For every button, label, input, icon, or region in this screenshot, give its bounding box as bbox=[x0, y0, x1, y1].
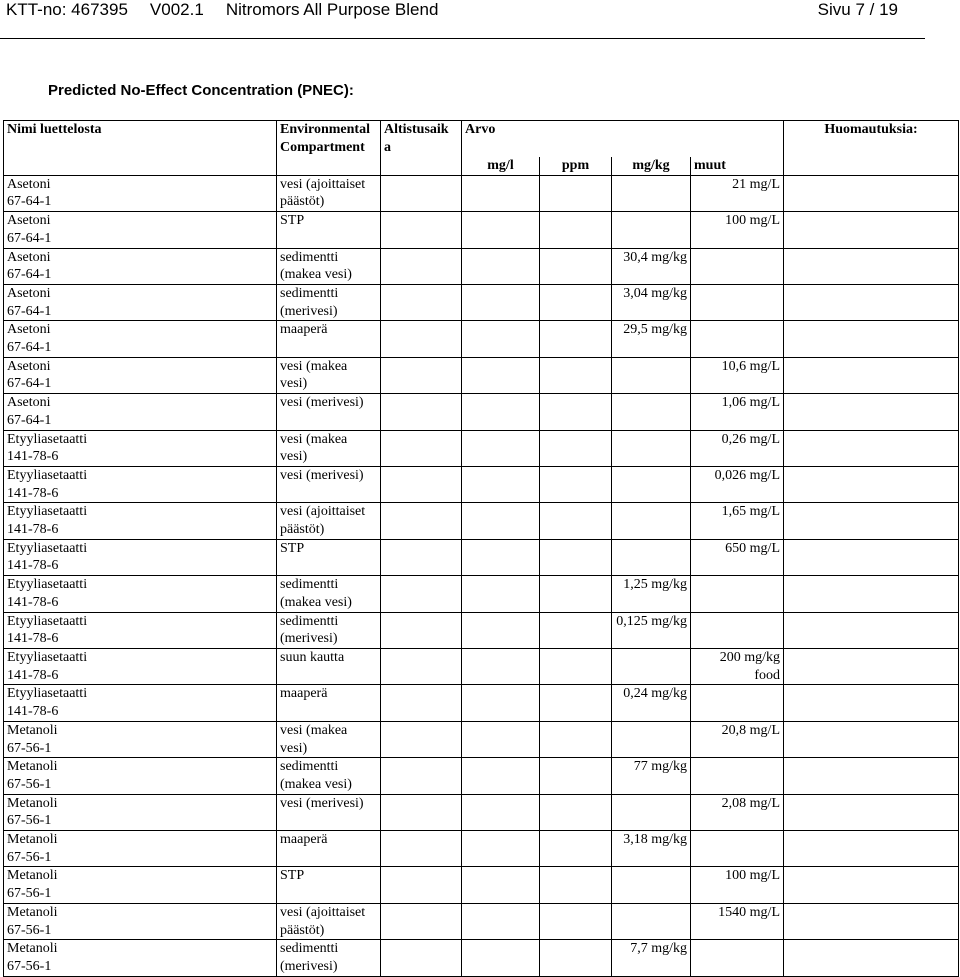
header-unit-ppm: ppm bbox=[540, 157, 612, 175]
cas-number: 67-56-1 bbox=[7, 849, 52, 865]
version: V002.1 bbox=[149, 0, 204, 19]
remarks-cell bbox=[784, 175, 959, 211]
value-mgkg-cell bbox=[612, 539, 691, 575]
substance-name: Metanoli bbox=[7, 832, 58, 848]
value-ppm-cell bbox=[540, 831, 612, 867]
substance-name: Etyyliasetaatti bbox=[7, 467, 88, 483]
value-mgl-cell bbox=[462, 576, 540, 612]
value-mgkg-cell: 7,7 mg/kg bbox=[612, 940, 691, 976]
table-row bbox=[4, 466, 959, 502]
exposure-cell bbox=[381, 284, 462, 320]
value-muut-cell: 0,26 mg/L bbox=[691, 430, 784, 466]
cas-number: 67-64-1 bbox=[7, 376, 52, 392]
value-mgkg-cell: 30,4 mg/kg bbox=[612, 248, 691, 284]
remarks-cell bbox=[784, 867, 959, 903]
value-muut-cell bbox=[691, 576, 784, 612]
value-ppm-cell bbox=[540, 539, 612, 575]
value-ppm-cell bbox=[540, 867, 612, 903]
substance-cell bbox=[4, 503, 277, 539]
table-row bbox=[4, 685, 959, 721]
exposure-cell bbox=[381, 685, 462, 721]
compartment-cell: maaperä bbox=[277, 321, 381, 357]
table-row bbox=[4, 940, 959, 976]
value-mgkg-cell: 3,18 mg/kg bbox=[612, 831, 691, 867]
exposure-cell bbox=[381, 648, 462, 684]
compartment-cell: sedimentti (makea vesi) bbox=[277, 758, 381, 794]
value-mgl-cell bbox=[462, 867, 540, 903]
value-mgkg-cell bbox=[612, 503, 691, 539]
remarks-cell bbox=[784, 940, 959, 976]
value-mgl-cell bbox=[462, 357, 540, 393]
substance-cell bbox=[4, 394, 277, 430]
page-number: Sivu 7 / 19 bbox=[817, 0, 898, 19]
remarks-cell bbox=[784, 576, 959, 612]
exposure-cell bbox=[381, 357, 462, 393]
substance-name: Asetoni bbox=[7, 213, 51, 229]
remarks-cell bbox=[784, 794, 959, 830]
substance-name: Metanoli bbox=[7, 941, 58, 957]
value-ppm-cell bbox=[540, 248, 612, 284]
table-row bbox=[4, 212, 959, 248]
value-muut-cell: 20,8 mg/L bbox=[691, 721, 784, 757]
value-ppm-cell bbox=[540, 357, 612, 393]
compartment-cell: STP bbox=[277, 539, 381, 575]
cas-number: 141-78-6 bbox=[7, 631, 59, 647]
value-ppm-cell bbox=[540, 175, 612, 211]
table-row bbox=[4, 831, 959, 867]
value-ppm-cell bbox=[540, 576, 612, 612]
exposure-cell bbox=[381, 612, 462, 648]
value-muut-cell: 21 mg/L bbox=[691, 175, 784, 211]
compartment-cell: vesi (makea vesi) bbox=[277, 357, 381, 393]
value-muut-cell: 0,026 mg/L bbox=[691, 466, 784, 502]
substance-cell bbox=[4, 430, 277, 466]
substance-name: Etyyliasetaatti bbox=[7, 649, 88, 665]
substance-name: Metanoli bbox=[7, 795, 58, 811]
compartment-cell: sedimentti (merivesi) bbox=[277, 940, 381, 976]
document-header bbox=[6, 0, 460, 20]
exposure-cell bbox=[381, 212, 462, 248]
remarks-cell bbox=[784, 648, 959, 684]
compartment-cell: vesi (merivesi) bbox=[277, 394, 381, 430]
substance-cell bbox=[4, 794, 277, 830]
compartment-cell: vesi (makea vesi) bbox=[277, 430, 381, 466]
compartment-cell: maaperä bbox=[277, 831, 381, 867]
remarks-cell bbox=[784, 758, 959, 794]
remarks-cell bbox=[784, 903, 959, 939]
value-ppm-cell bbox=[540, 466, 612, 502]
cas-number: 67-56-1 bbox=[7, 886, 52, 902]
value-muut-cell bbox=[691, 321, 784, 357]
value-ppm-cell bbox=[540, 430, 612, 466]
table-row bbox=[4, 612, 959, 648]
value-mgl-cell bbox=[462, 430, 540, 466]
value-mgkg-cell bbox=[612, 212, 691, 248]
value-mgl-cell bbox=[462, 212, 540, 248]
value-mgl-cell bbox=[462, 394, 540, 430]
value-mgkg-cell: 0,125 mg/kg bbox=[612, 612, 691, 648]
cas-number: 67-64-1 bbox=[7, 230, 52, 246]
header-remarks: Huomautuksia: bbox=[784, 121, 959, 176]
substance-name: Asetoni bbox=[7, 176, 51, 192]
value-mgkg-cell: 1,25 mg/kg bbox=[612, 576, 691, 612]
substance-cell bbox=[4, 466, 277, 502]
exposure-cell bbox=[381, 576, 462, 612]
header-unit-muut: muut bbox=[691, 157, 784, 175]
substance-cell bbox=[4, 685, 277, 721]
value-mgl-cell bbox=[462, 175, 540, 211]
value-muut-cell: 1,65 mg/L bbox=[691, 503, 784, 539]
exposure-cell bbox=[381, 758, 462, 794]
value-mgl-cell bbox=[462, 648, 540, 684]
remarks-cell bbox=[784, 539, 959, 575]
table-row bbox=[4, 867, 959, 903]
exposure-cell bbox=[381, 175, 462, 211]
table-row bbox=[4, 357, 959, 393]
exposure-cell bbox=[381, 867, 462, 903]
exposure-cell bbox=[381, 940, 462, 976]
substance-cell bbox=[4, 357, 277, 393]
value-mgl-cell bbox=[462, 466, 540, 502]
header-unit-mgkg: mg/kg bbox=[612, 157, 691, 175]
value-mgl-cell bbox=[462, 758, 540, 794]
value-ppm-cell bbox=[540, 758, 612, 794]
substance-name: Etyyliasetaatti bbox=[7, 431, 88, 447]
cas-number: 67-64-1 bbox=[7, 303, 52, 319]
exposure-cell bbox=[381, 539, 462, 575]
value-ppm-cell bbox=[540, 612, 612, 648]
value-muut-cell: 1540 mg/L bbox=[691, 903, 784, 939]
table-row bbox=[4, 248, 959, 284]
value-muut-cell bbox=[691, 831, 784, 867]
table-row bbox=[4, 721, 959, 757]
substance-name: Etyyliasetaatti bbox=[7, 577, 88, 593]
substance-name: Etyyliasetaatti bbox=[7, 540, 88, 556]
compartment-cell: STP bbox=[277, 212, 381, 248]
substance-cell bbox=[4, 321, 277, 357]
compartment-cell: sedimentti (merivesi) bbox=[277, 284, 381, 320]
substance-name: Asetoni bbox=[7, 358, 51, 374]
value-mgkg-cell bbox=[612, 794, 691, 830]
substance-cell bbox=[4, 248, 277, 284]
header-exposure: Altistusaik a bbox=[381, 121, 462, 176]
substance-cell bbox=[4, 831, 277, 867]
table-row bbox=[4, 794, 959, 830]
remarks-cell bbox=[784, 284, 959, 320]
compartment-cell: sedimentti (merivesi) bbox=[277, 612, 381, 648]
compartment-cell: vesi (merivesi) bbox=[277, 794, 381, 830]
remarks-cell bbox=[784, 321, 959, 357]
value-mgl-cell bbox=[462, 248, 540, 284]
value-mgl-cell bbox=[462, 903, 540, 939]
table-row bbox=[4, 903, 959, 939]
compartment-cell: vesi (ajoittaiset päästöt) bbox=[277, 903, 381, 939]
value-mgl-cell bbox=[462, 539, 540, 575]
exposure-cell bbox=[381, 321, 462, 357]
exposure-cell bbox=[381, 430, 462, 466]
compartment-cell: sedimentti (makea vesi) bbox=[277, 576, 381, 612]
value-ppm-cell bbox=[540, 394, 612, 430]
compartment-cell: STP bbox=[277, 867, 381, 903]
pnec-table bbox=[3, 120, 959, 977]
header-unit-mgl: mg/l bbox=[462, 157, 540, 175]
substance-name: Etyyliasetaatti bbox=[7, 504, 88, 520]
value-muut-cell bbox=[691, 685, 784, 721]
value-ppm-cell bbox=[540, 503, 612, 539]
remarks-cell bbox=[784, 831, 959, 867]
value-mgkg-cell: 3,04 mg/kg bbox=[612, 284, 691, 320]
value-ppm-cell bbox=[540, 321, 612, 357]
value-ppm-cell bbox=[540, 212, 612, 248]
value-mgl-cell bbox=[462, 503, 540, 539]
cas-number: 67-56-1 bbox=[7, 813, 52, 829]
value-mgl-cell bbox=[462, 831, 540, 867]
substance-name: Metanoli bbox=[7, 904, 58, 920]
substance-cell bbox=[4, 758, 277, 794]
substance-cell bbox=[4, 867, 277, 903]
table-row bbox=[4, 648, 959, 684]
table-row bbox=[4, 321, 959, 357]
cas-number: 67-56-1 bbox=[7, 740, 52, 756]
value-mgkg-cell bbox=[612, 430, 691, 466]
cas-number: 67-64-1 bbox=[7, 194, 52, 210]
exposure-cell bbox=[381, 248, 462, 284]
value-ppm-cell bbox=[540, 284, 612, 320]
value-ppm-cell bbox=[540, 903, 612, 939]
substance-cell bbox=[4, 612, 277, 648]
substance-name: Metanoli bbox=[7, 868, 58, 884]
substance-cell bbox=[4, 284, 277, 320]
cas-number: 141-78-6 bbox=[7, 594, 59, 610]
substance-name: Asetoni bbox=[7, 395, 51, 411]
value-muut-cell: 650 mg/L bbox=[691, 539, 784, 575]
substance-name: Etyyliasetaatti bbox=[7, 686, 88, 702]
value-muut-cell: 100 mg/L bbox=[691, 212, 784, 248]
value-ppm-cell bbox=[540, 648, 612, 684]
value-mgl-cell bbox=[462, 794, 540, 830]
remarks-cell bbox=[784, 430, 959, 466]
remarks-cell bbox=[784, 503, 959, 539]
substance-cell bbox=[4, 940, 277, 976]
compartment-cell: suun kautta bbox=[277, 648, 381, 684]
value-muut-cell: 2,08 mg/L bbox=[691, 794, 784, 830]
exposure-cell bbox=[381, 721, 462, 757]
substance-cell bbox=[4, 576, 277, 612]
compartment-cell: vesi (ajoittaiset päästöt) bbox=[277, 503, 381, 539]
table-row bbox=[4, 394, 959, 430]
header-divider bbox=[0, 38, 925, 39]
table-row bbox=[4, 758, 959, 794]
substance-cell bbox=[4, 648, 277, 684]
substance-name: Metanoli bbox=[7, 722, 58, 738]
substance-name: Asetoni bbox=[7, 322, 51, 338]
pnec-table-body bbox=[4, 175, 959, 976]
ktt-number: KTT-no: 467395 bbox=[6, 0, 128, 19]
value-mgkg-cell: 77 mg/kg bbox=[612, 758, 691, 794]
remarks-cell bbox=[784, 212, 959, 248]
compartment-cell: vesi (merivesi) bbox=[277, 466, 381, 502]
value-mgkg-cell bbox=[612, 175, 691, 211]
value-mgkg-cell bbox=[612, 867, 691, 903]
value-mgl-cell bbox=[462, 284, 540, 320]
remarks-cell bbox=[784, 685, 959, 721]
cas-number: 141-78-6 bbox=[7, 485, 59, 501]
remarks-cell bbox=[784, 357, 959, 393]
exposure-cell bbox=[381, 394, 462, 430]
exposure-cell bbox=[381, 466, 462, 502]
cas-number: 141-78-6 bbox=[7, 704, 59, 720]
compartment-cell: vesi (ajoittaiset päästöt) bbox=[277, 175, 381, 211]
remarks-cell bbox=[784, 612, 959, 648]
remarks-cell bbox=[784, 721, 959, 757]
table-row bbox=[4, 430, 959, 466]
value-mgl-cell bbox=[462, 321, 540, 357]
remarks-cell bbox=[784, 466, 959, 502]
header-value: Arvo bbox=[462, 121, 784, 158]
table-row bbox=[4, 175, 959, 211]
value-mgkg-cell bbox=[612, 903, 691, 939]
value-muut-cell bbox=[691, 612, 784, 648]
value-muut-cell: 10,6 mg/L bbox=[691, 357, 784, 393]
value-muut-cell bbox=[691, 248, 784, 284]
cas-number: 67-64-1 bbox=[7, 412, 52, 428]
value-muut-cell: 100 mg/L bbox=[691, 867, 784, 903]
cas-number: 67-56-1 bbox=[7, 958, 52, 974]
exposure-cell bbox=[381, 503, 462, 539]
value-mgkg-cell bbox=[612, 466, 691, 502]
substance-cell bbox=[4, 721, 277, 757]
cas-number: 141-78-6 bbox=[7, 522, 59, 538]
value-muut-cell bbox=[691, 284, 784, 320]
substance-name: Metanoli bbox=[7, 759, 58, 775]
value-muut-cell bbox=[691, 940, 784, 976]
substance-cell bbox=[4, 903, 277, 939]
product-name: Nitromors All Purpose Blend bbox=[225, 0, 439, 19]
value-ppm-cell bbox=[540, 794, 612, 830]
value-muut-cell bbox=[691, 758, 784, 794]
cas-number: 141-78-6 bbox=[7, 449, 59, 465]
cas-number: 67-56-1 bbox=[7, 776, 52, 792]
cas-number: 67-56-1 bbox=[7, 922, 52, 938]
remarks-cell bbox=[784, 248, 959, 284]
cas-number: 67-64-1 bbox=[7, 267, 52, 283]
value-mgl-cell bbox=[462, 685, 540, 721]
table-row bbox=[4, 539, 959, 575]
value-ppm-cell bbox=[540, 940, 612, 976]
compartment-cell: vesi (makea vesi) bbox=[277, 721, 381, 757]
value-mgl-cell bbox=[462, 940, 540, 976]
substance-name: Etyyliasetaatti bbox=[7, 613, 88, 629]
value-ppm-cell bbox=[540, 685, 612, 721]
table-row bbox=[4, 503, 959, 539]
exposure-cell bbox=[381, 831, 462, 867]
header-compartment: Environmental Compartment bbox=[277, 121, 381, 176]
value-mgkg-cell bbox=[612, 648, 691, 684]
substance-cell bbox=[4, 175, 277, 211]
value-mgl-cell bbox=[462, 721, 540, 757]
section-title: Predicted No-Effect Concentration (PNEC): bbox=[48, 82, 354, 99]
cas-number: 141-78-6 bbox=[7, 558, 59, 574]
table-row bbox=[4, 576, 959, 612]
value-mgkg-cell bbox=[612, 721, 691, 757]
value-mgkg-cell: 29,5 mg/kg bbox=[612, 321, 691, 357]
cas-number: 141-78-6 bbox=[7, 667, 59, 683]
value-mgkg-cell: 0,24 mg/kg bbox=[612, 685, 691, 721]
header-name: Nimi luettelosta bbox=[4, 121, 277, 176]
value-mgl-cell bbox=[462, 612, 540, 648]
value-mgkg-cell bbox=[612, 394, 691, 430]
table-row bbox=[4, 284, 959, 320]
compartment-cell: maaperä bbox=[277, 685, 381, 721]
value-mgkg-cell bbox=[612, 357, 691, 393]
substance-name: Asetoni bbox=[7, 249, 51, 265]
substance-name: Asetoni bbox=[7, 285, 51, 301]
cas-number: 67-64-1 bbox=[7, 340, 52, 356]
exposure-cell bbox=[381, 903, 462, 939]
value-muut-cell: 200 mg/kg food bbox=[691, 648, 784, 684]
substance-cell bbox=[4, 539, 277, 575]
value-ppm-cell bbox=[540, 721, 612, 757]
exposure-cell bbox=[381, 794, 462, 830]
compartment-cell: sedimentti (makea vesi) bbox=[277, 248, 381, 284]
remarks-cell bbox=[784, 394, 959, 430]
substance-cell bbox=[4, 212, 277, 248]
value-muut-cell: 1,06 mg/L bbox=[691, 394, 784, 430]
